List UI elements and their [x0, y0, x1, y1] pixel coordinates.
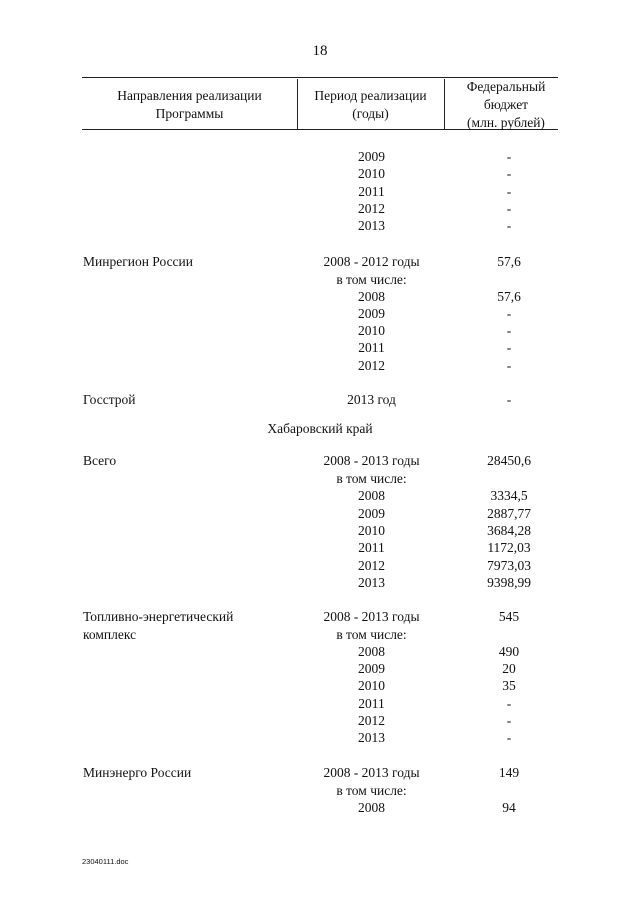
row-value: - [506, 358, 512, 373]
row-period: в том числе: [336, 783, 407, 798]
row-value: 3334,5 [490, 488, 528, 503]
row-period: 2013 [358, 575, 385, 590]
row-value: - [506, 306, 512, 321]
row-period: 2008 - 2013 годы [323, 453, 420, 468]
row-period: 2009 [358, 661, 385, 676]
row-period: 2011 [358, 340, 385, 355]
row-period: 2008 [358, 488, 385, 503]
row-period: 2008 - 2012 годы [323, 254, 420, 269]
row-name: комплекс [83, 627, 137, 642]
row-value: 545 [498, 609, 520, 624]
footer-filename: 23040111.doc [82, 857, 129, 866]
header-line: Федеральный [466, 79, 546, 94]
header-line: (млн. рублей) [467, 115, 545, 130]
row-value: 28450,6 [487, 453, 531, 468]
column-header-period [297, 87, 444, 123]
row-period: 2012 [358, 713, 385, 728]
page-number: 18 [312, 43, 328, 59]
row-period: в том числе: [336, 471, 407, 486]
header-line: Направления реализации [117, 88, 262, 103]
row-name: Госстрой [83, 392, 136, 407]
row-name: Минрегион России [83, 254, 193, 269]
row-period: 2010 [358, 523, 385, 538]
header-line: бюджет [483, 97, 529, 112]
row-value: - [506, 713, 512, 728]
row-value: 94 [502, 800, 516, 815]
row-value: 2887,77 [487, 506, 531, 521]
row-period: 2009 [358, 149, 385, 164]
row-period: 2011 [358, 696, 385, 711]
row-value: - [506, 218, 512, 233]
row-value: 7973,03 [487, 558, 531, 573]
row-value: 490 [498, 644, 520, 659]
row-period: 2013 [358, 730, 385, 745]
row-value: 3684,28 [487, 523, 531, 538]
row-period: 2013 год [347, 392, 396, 407]
header-line: Программы [155, 106, 224, 121]
column-header-budget [444, 78, 568, 132]
row-period: 2008 [358, 289, 385, 304]
header-line: Период реализации [314, 88, 427, 103]
row-value: 57,6 [497, 289, 521, 304]
row-name: Топливно-энергетический [83, 609, 234, 624]
row-value: - [506, 392, 512, 407]
row-period: 2013 [358, 218, 385, 233]
row-period: 2009 [358, 506, 385, 521]
row-period: 2012 [358, 358, 385, 373]
row-period: 2008 [358, 644, 385, 659]
row-period: 2010 [358, 678, 385, 693]
row-value: - [506, 184, 512, 199]
row-value: - [506, 340, 512, 355]
row-period: 2010 [358, 323, 385, 338]
row-value: - [506, 730, 512, 745]
row-value: 149 [498, 765, 520, 780]
row-period: 2010 [358, 166, 385, 181]
row-period: 2012 [358, 201, 385, 216]
row-period: 2008 - 2013 годы [323, 765, 420, 780]
row-value: - [506, 323, 512, 338]
row-value: 57,6 [497, 254, 521, 269]
row-period: 2008 [358, 800, 385, 815]
section-title: Хабаровский край [267, 421, 373, 436]
row-period: 2011 [358, 540, 385, 555]
row-period: 2009 [358, 306, 385, 321]
row-name: Всего [83, 453, 117, 468]
row-period: 2012 [358, 558, 385, 573]
row-value: 9398,99 [487, 575, 531, 590]
row-value: 20 [502, 661, 516, 676]
row-value: - [506, 201, 512, 216]
row-value: - [506, 696, 512, 711]
row-value: 1172,03 [487, 540, 531, 555]
row-value: 35 [502, 678, 516, 693]
row-period: в том числе: [336, 272, 407, 287]
header-line: (годы) [352, 106, 389, 121]
row-value: - [506, 149, 512, 164]
row-period: 2008 - 2013 годы [323, 609, 420, 624]
row-name: Минэнерго России [83, 765, 192, 780]
column-header-directions [82, 87, 297, 123]
row-value: - [506, 166, 512, 181]
row-period: 2011 [358, 184, 385, 199]
row-period: в том числе: [336, 627, 407, 642]
